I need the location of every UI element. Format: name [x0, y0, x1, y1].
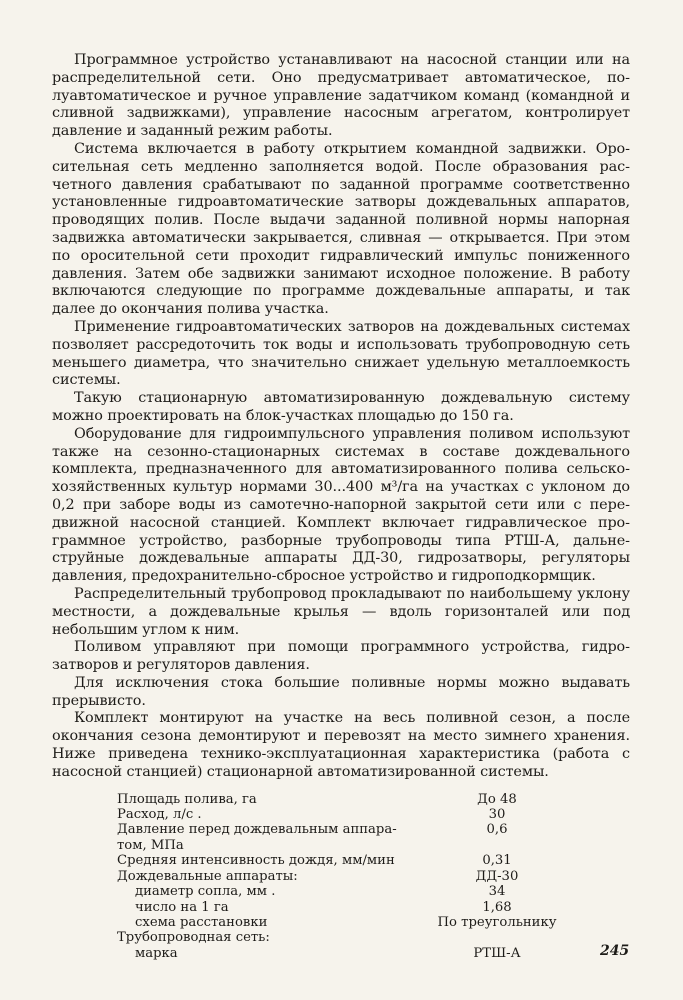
spec-value: По треугольнику: [437, 914, 557, 930]
spec-row: [117, 900, 617, 915]
spec-row: [117, 946, 617, 961]
spec-value: 0,6: [486, 822, 508, 838]
paragraph: Для исключения стока большие поливные нормы можно выдавать прерывисто.: [52, 674, 630, 709]
paragraph: Такую стационарную автоматизированную дождевальную систему можно проектировать на блок-участках площадью до 150 га.: [52, 390, 630, 424]
spec-value: До 48: [477, 791, 517, 807]
paragraph: Система включается в работу открытием командной задвижки. Оросительная сеть медленно заполняется водой. После образования расчетного давления срабатывают по заданной программе соответственно установленные гидроавтоматические затворы дождевальных аппаратов, проводящих полив. После выдачи заданной поливной нормы напорная задвижка автоматически закрывается, сливная — открывается. При этом по оросительной сети проходит гидравлический импульс пониженного давления. Затем обе задвижки занимают исходное положение. В работу включаются следующие по программе дождевальные аппараты, и так далее до окончания полива участка.: [52, 140, 630, 318]
spec-row: [117, 792, 617, 807]
spec-label: число на 1 га: [135, 899, 229, 915]
spec-row: [117, 822, 617, 853]
spec-label: Площадь полива, га: [117, 791, 257, 807]
spec-row: [117, 853, 617, 868]
paragraph: Поливом управляют при помощи программного устройства, гидрозатворов и регуляторов давления.: [52, 639, 630, 674]
paragraph: Оборудование для гидроимпульсного управления поливом используют также на сезонно-стационарных системах в составе дождевального комплекта, предназначенного для автоматизированного полива сельскохозяйственных культур нормами 30...400 м³/га на участках с уклоном до 0,2 при заборе воды из самотечно-напорной закрытой сети или с передвижной насосной станцией. Комплект включает гидравлическое программное устройство, разборные трубопроводы типа РТШ-А, дальнеструйные дождевальные аппараты ДД-30, гидрозатворы, регуляторы давления, предохранительно-сбросное устройство и гидроподкормщик.: [52, 425, 630, 585]
spec-row: [117, 807, 617, 822]
page-body: [52, 52, 630, 961]
spec-label: марка: [135, 945, 178, 961]
spec-label: Расход, л/с .: [117, 807, 202, 823]
spec-label: Давление перед дождевальным аппара- том, МПа: [117, 822, 397, 853]
spec-label: диаметр сопла, мм .: [135, 884, 276, 900]
spec-value: 34: [488, 884, 506, 900]
spec-label: Средняя интенсивность дождя, мм/мин: [117, 853, 395, 869]
spec-label: схема расстановки: [135, 914, 268, 930]
spec-value: 30: [488, 807, 506, 823]
paragraph: Применение гидроавтоматических затворов на дождевальных системах позволяет рассредоточить ток воды и использовать трубопроводную сеть меньшего диаметра, что значительно снижает удельную металлоемкость системы.: [52, 318, 630, 389]
paragraph: Комплект монтируют на участке на весь поливной сезон, а после окончания сезона демонтируют и перевозят на место зимнего хранения. Ниже приведена технико-эксплуатационная характеристика (работа с насосной станцией) стационарной автоматизированной системы.: [52, 710, 630, 780]
spec-table: [117, 792, 617, 961]
spec-value: 1,68: [482, 899, 512, 915]
spec-value: [417, 930, 617, 945]
paragraph: Распределительный трубопровод прокладывают по наибольшему уклону местности, а дождевальные крылья — вдоль горизонталей или под небольшим углом к ним.: [52, 585, 630, 638]
spec-label: Трубопроводная сеть:: [117, 930, 270, 946]
spec-value: 0,31: [482, 853, 512, 869]
spec-value: РТШ-А: [473, 945, 521, 961]
spec-value: ДД-30: [475, 868, 519, 884]
spec-row: [117, 884, 617, 899]
spec-row: [117, 915, 617, 930]
spec-row: [117, 869, 617, 884]
paragraph: Программное устройство устанавливают на насосной станции или на распределительной сети. Оно предусматривает автоматическое, полуавтоматическое и ручное управление задатчиком команд (командной и сливной задвижками), управление насосным агрегатом, контролирует давление и заданный режим работы.: [52, 52, 630, 140]
spec-row: [117, 930, 617, 945]
page-number: 245: [600, 943, 630, 959]
spec-label: Дождевальные аппараты:: [117, 868, 298, 884]
